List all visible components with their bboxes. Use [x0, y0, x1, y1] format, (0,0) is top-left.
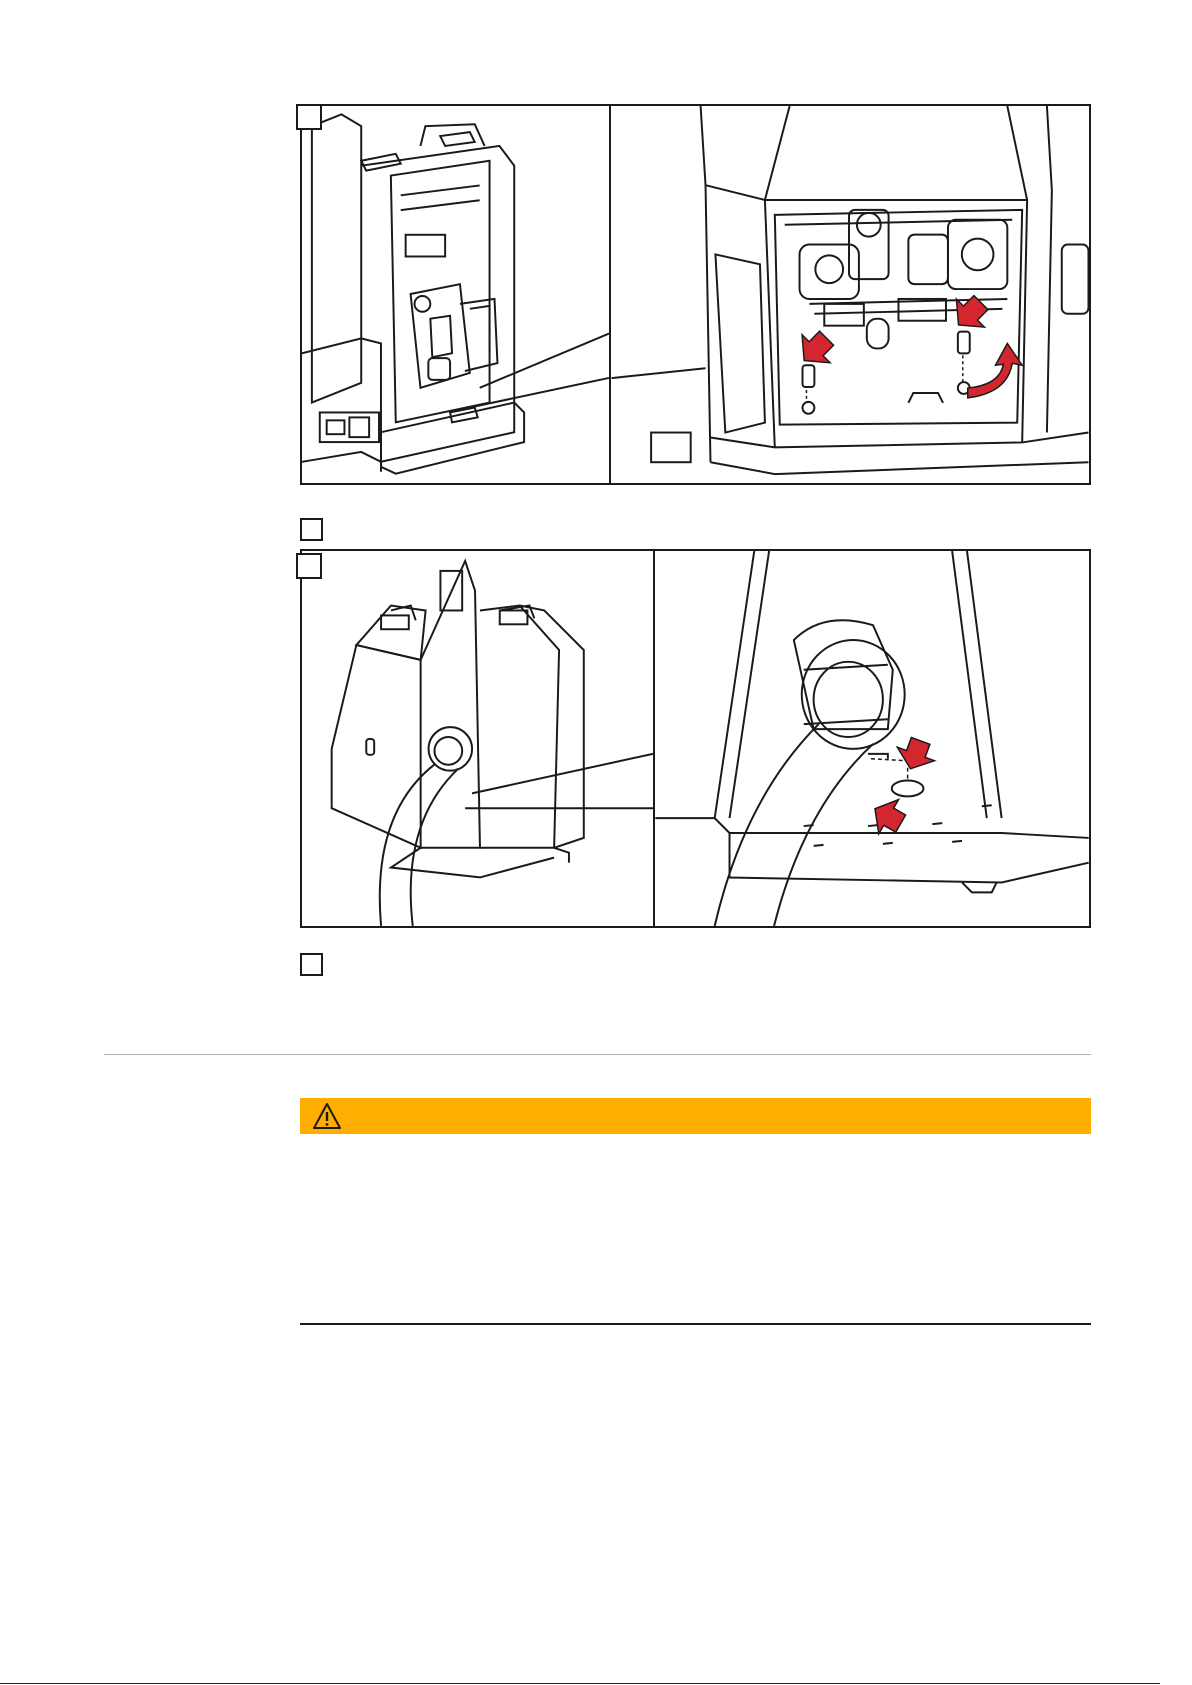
figure-connector-overview: [300, 549, 655, 928]
warning-triangle-icon: [312, 1101, 342, 1131]
figure-wirefeeder-overview: [300, 104, 611, 485]
section-rule: [300, 1323, 1091, 1325]
step-4-checkbox: [300, 953, 323, 976]
figure-connector-detail: [653, 549, 1091, 928]
page-footer-line: [0, 1683, 1160, 1684]
section-divider: [104, 1054, 1091, 1055]
step-2-checkbox: [300, 518, 323, 541]
step-3-checkbox: [296, 553, 322, 579]
step-1-checkbox: [296, 104, 322, 130]
feed-unit-detail-illustration: [611, 106, 1089, 483]
connector-detail-illustration: [655, 551, 1089, 926]
warning-bar: [300, 1098, 1091, 1134]
connector-overview-illustration: [302, 551, 653, 926]
wirefeeder-overview-illustration: [302, 106, 609, 483]
figure-feed-unit-detail: [609, 104, 1091, 485]
